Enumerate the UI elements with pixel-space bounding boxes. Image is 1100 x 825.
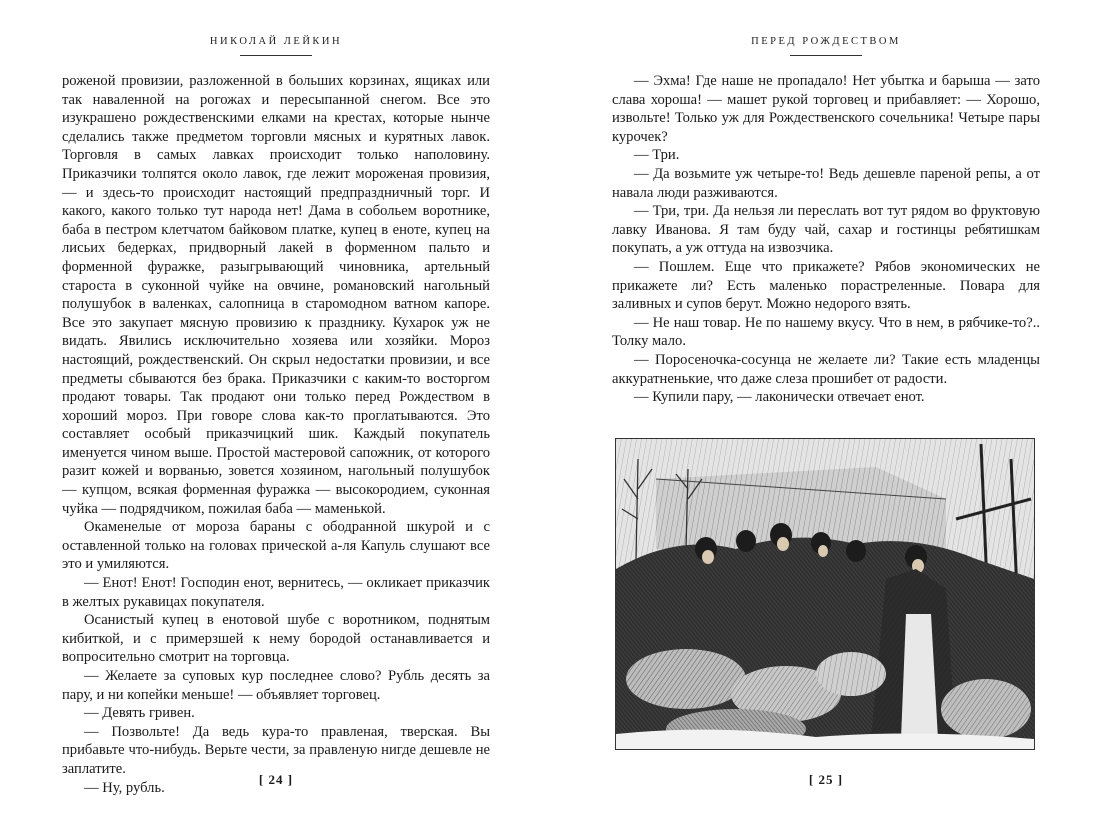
paragraph: — Три. xyxy=(634,147,680,164)
head-rule-left xyxy=(240,55,312,56)
paragraph: — Не наш товар. Не по нашему вкусу. Что в нем, в рябчике-то?.. Толку мало. xyxy=(612,314,1040,350)
paragraph: — Три, три. Да нельзя ли переслать вот тут рядом во фруктовую лавку Иванова. Я там буду чай, сахар и гостинцы ребятишкам покупать, а уж оттуда на извозчика. xyxy=(612,203,1040,257)
paragraph: роженой провизии, разложенной в больших корзинах, ящиках или так наваленной на рогожах и пересыпанной снегом. Все это изукрашено рождественскими елками на крестах, которые нынче сделались также предметом торговли мясных и курятных лавок. Торговля в самых лавках происходит только наполовину. Приказчики толпятся около лавок, где лежит мороженая провизия, — и здесь-то происходит настоящий предпраздничный торг. И какого, какого только тут народа нет! Дама в собольем воротнике, баба в пестром клетчатом байковом платке, купец в еноте, купец на лисьих бедерках, придворный лакей в форменном пальто и форменной фуражке, разыгрывающий чиновника, артельный староста в суконной чуйке на овчине, романовский нагольный полушубок в валенках, салопница в старомодном ватном капоре. Все это закупает мясную провизию к празднику. Кухарок уж не видать. Явились исключительно хозяева или хозяйки. Мороз настоящий, рождественский. Он скрыл недостатки провизии, и все предметы сбываются без брака. Приказчики с каким-то восторгом продают товары. Так продают они только перед Рождеством в хороший мороз. При говоре слова как-то проглатываются. Это составляет особый приказчицкий шик. Каждый покупатель именуется чином выше. Простой мастеровой сапожник, от которого разит кожей и ворванью, зовется хозяином, нагольный полушубок — купцом, всякая форменная фуражка — высокородием, суконная чуйка — подрядчиком, пожилая баба — маменькой. xyxy=(62,73,490,517)
paragraph: — Желаете за суповых кур последнее слово? Рубль десять за пару, и ни копейки меньше! — объявляет торговец. xyxy=(62,668,490,703)
engraving-image xyxy=(616,439,1034,749)
paragraph: — Пошлем. Еще что прикажете? Рябов экономических не прикажете ли? Есть маленько порастреленные. Повара для заливных и супов берут. Можно недорого взять. xyxy=(612,258,1040,313)
left-page-body xyxy=(62,72,490,797)
page-number-right: [ 25 ] xyxy=(808,772,844,787)
paragraph: — Позвольте! Да ведь кура-то правленая, тверская. Вы прибавьте что-нибудь. Верьте чести, за правленую нигде дешевле не заплатите. xyxy=(62,723,490,777)
paragraph: — Енот! Енот! Господин енот, вернитесь, — окликает приказчик в желтых рукавицах покупателя. xyxy=(62,575,490,610)
paragraph: — Поросеночка-сосунца не желаете ли? Такие есть младенцы аккуратненькие, что даже слеза прошибет от радости. xyxy=(612,351,1040,387)
paragraph: — Ну, рубль. xyxy=(84,779,165,796)
paragraph: Окаменелые от мороза бараны с ободранной шкурой и с оставленной только на головах прической а-ля Капуль слушают все это и умиляются. xyxy=(62,519,490,573)
head-rule-right xyxy=(790,55,862,56)
paragraph: — Купили пару, — лаконически отвечает енот. xyxy=(634,389,925,406)
running-head-right: ПЕРЕД РОЖДЕСТВОМ xyxy=(751,36,901,47)
paragraph: — Девять гривен. xyxy=(84,705,195,722)
market-engraving-illustration xyxy=(615,438,1035,750)
paragraph: — Эхма! Где наше не пропадало! Нет убытка и барыша — зато слава хороша! — машет рукой торговец и прибавляет: — Хорошо, извольте! Только уж для Рождественского сочельника! Четыре пары курочек? xyxy=(612,73,1040,145)
right-page-body xyxy=(612,72,1040,407)
paragraph: — Да возьмите уж четыре-то! Ведь дешевле пареной репы, а от навала люди разживаются. xyxy=(612,165,1040,201)
paragraph: Осанистый купец в енотовой шубе с воротником, поднятым кибиткой, и с примерзшей к нему бородой останавливается и вопросительно смотрит на торговца. xyxy=(62,612,490,666)
page-number-left: [ 24 ] xyxy=(258,772,294,787)
running-head-left: НИКОЛАЙ ЛЕЙКИН xyxy=(209,36,343,47)
